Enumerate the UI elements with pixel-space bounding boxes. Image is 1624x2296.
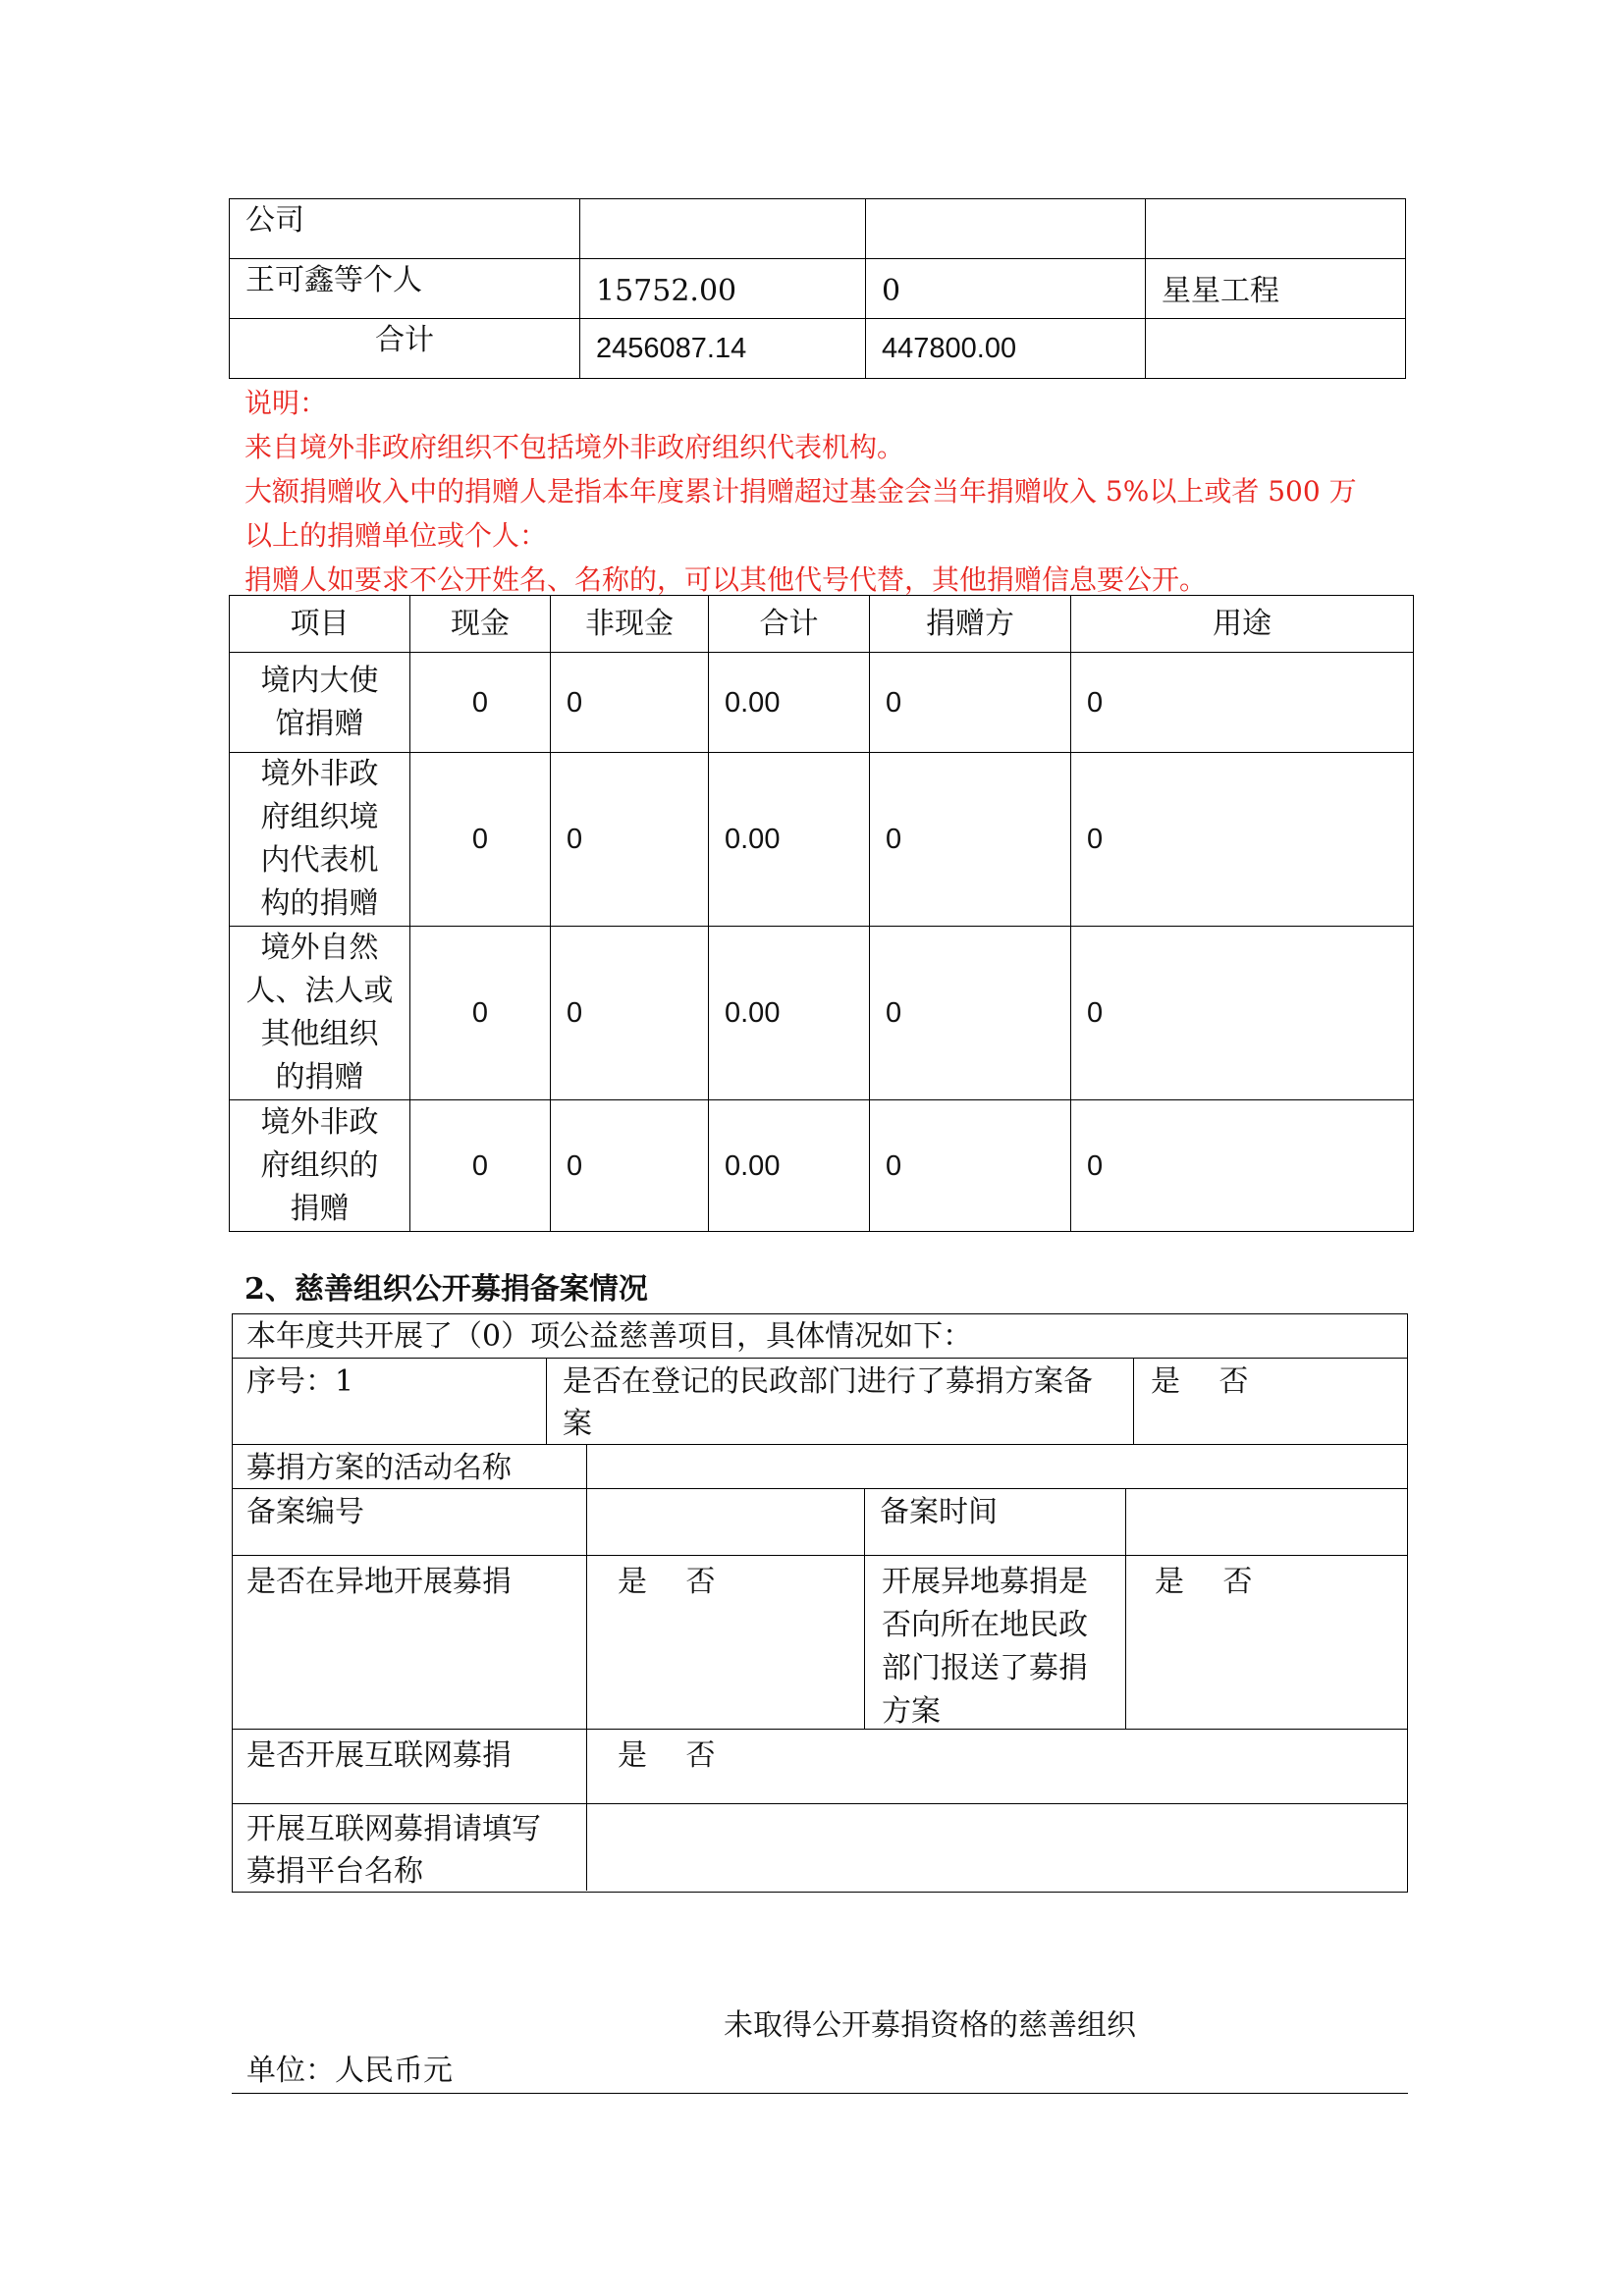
filing-intro: 本年度共开展了（0）项公益慈善项目，具体情况如下：: [246, 1319, 973, 1354]
use-cell: 0: [1071, 753, 1414, 927]
item-line: 其他组织: [260, 1017, 379, 1051]
item-cell: [230, 1100, 410, 1232]
cash-cell: 15752.00: [580, 259, 866, 319]
notes-block: [244, 381, 1423, 602]
cash-cell: 0: [410, 1100, 551, 1232]
noncash-cell: 0: [551, 927, 709, 1100]
yes-option[interactable]: 是: [1151, 1364, 1180, 1399]
platform-label-line: 募捐平台名称: [246, 1854, 423, 1889]
row-divider: [232, 1803, 1408, 1804]
internet-yes-no: [618, 1735, 716, 1778]
no-option[interactable]: 否: [1218, 1364, 1249, 1399]
platform-label: [246, 1808, 580, 1893]
item-line: 境外自然: [260, 931, 379, 965]
use-cell: 0: [1071, 653, 1414, 753]
donor-cell: 0: [870, 653, 1071, 753]
item-line: 府组织的: [260, 1148, 379, 1183]
total-purpose-cell: [1146, 319, 1406, 379]
item-line: 境外非政: [260, 1104, 379, 1140]
item-cell: [230, 753, 410, 927]
noncash-cell: 0: [551, 1100, 709, 1232]
item-line: 境内大使: [260, 663, 379, 698]
donor-cell: 0: [870, 927, 1071, 1100]
remote-report-line: 开展异地募捐是: [882, 1565, 1088, 1599]
noncash-cell: 0: [551, 753, 709, 927]
notes-line-2b: 以上的捐赠单位或个人：: [244, 519, 548, 552]
header-item: 项目: [230, 596, 410, 653]
col-divider: [546, 1358, 547, 1444]
cash-cell: 0: [410, 927, 551, 1100]
use-cell: 0: [1071, 1100, 1414, 1232]
no-option[interactable]: 否: [685, 1738, 716, 1773]
table-row: [230, 1100, 1414, 1232]
table-row: [230, 927, 1414, 1100]
notes-line-2a: 大额捐赠收入中的捐赠人是指本年度累计捐赠超过基金会当年捐赠收入 5%以上或者 500 万: [244, 475, 1357, 507]
item-line: 境外非政: [260, 757, 379, 791]
purpose-cell: 星星工程: [1146, 259, 1406, 319]
cash-cell: 0: [410, 653, 551, 753]
col-divider: [1125, 1488, 1126, 1729]
unqualified-orgs-title: [0, 2004, 1624, 2048]
remote-report-question: [882, 1561, 1117, 1734]
notes-title: 说明：: [244, 387, 328, 419]
donor-name-cell: 王可鑫等个人: [230, 259, 580, 319]
total-cell: 0.00: [709, 1100, 870, 1232]
header-noncash: 非现金: [551, 596, 709, 653]
use-cell: 0: [1071, 927, 1414, 1100]
section-2-heading: 2、慈善组织公开募捐备案情况: [244, 1272, 648, 1307]
table-row: [230, 199, 1406, 259]
total-cell: 0.00: [709, 753, 870, 927]
item-line: 捐赠: [290, 1191, 350, 1226]
yes-option[interactable]: 是: [1155, 1565, 1184, 1599]
foreign-donation-table: [229, 595, 1414, 1232]
total-cash-cell: 2456087.14: [580, 319, 866, 379]
noncash-cell: 0: [551, 653, 709, 753]
item-line: 人、法人或: [245, 974, 394, 1008]
table-row: [230, 753, 1414, 927]
item-line: 府组织境: [260, 800, 379, 834]
donor-name-cell: 公司: [230, 199, 580, 259]
header-cash: 现金: [410, 596, 551, 653]
noncash-cell: 0: [866, 259, 1146, 319]
filing-yes-no: [1151, 1361, 1249, 1404]
unit-label: 单位：人民币元: [246, 2054, 453, 2088]
plan-name-label: 募捐方案的活动名称: [246, 1451, 512, 1485]
total-cell: 0.00: [709, 653, 870, 753]
record-time-label: 备案时间: [880, 1495, 998, 1529]
table-header-row: [230, 596, 1414, 653]
header-total: 合计: [709, 596, 870, 653]
item-line: 内代表机: [260, 843, 379, 878]
notes-line-3: 捐赠人如要求不公开姓名、名称的，可以其他代号代替，其他捐赠信息要公开。: [244, 563, 1208, 596]
header-use: 用途: [1071, 596, 1414, 653]
unqualified-orgs-title-text: 未取得公开募捐资格的慈善组织: [724, 2008, 1136, 2043]
col-divider: [586, 1444, 587, 1891]
total-cell: 0.00: [709, 927, 870, 1100]
table-row: [230, 259, 1406, 319]
donor-cell: 0: [870, 753, 1071, 927]
unit-underline: [232, 2093, 1408, 2094]
row-divider: [232, 1555, 1408, 1556]
cash-cell: 0: [410, 753, 551, 927]
item-cell: [230, 653, 410, 753]
record-number-label: 备案编号: [246, 1495, 364, 1529]
header-donor: 捐赠方: [870, 596, 1071, 653]
donation-table-continued: [229, 198, 1406, 379]
remote-yes-no: [618, 1561, 716, 1604]
remote-report-yes-no: [1155, 1561, 1253, 1604]
noncash-cell: [866, 199, 1146, 259]
platform-label-line: 开展互联网募捐请填写: [246, 1812, 541, 1846]
cash-cell: [580, 199, 866, 259]
col-divider: [864, 1488, 865, 1729]
item-line: 的捐赠: [275, 1060, 364, 1095]
purpose-cell: [1146, 199, 1406, 259]
item-cell: [230, 927, 410, 1100]
filing-question-line: 是否在登记的民政部门进行了募捐方案备: [563, 1364, 1093, 1399]
table-total-row: [230, 319, 1406, 379]
serial-number: 序号：1: [246, 1364, 354, 1399]
total-noncash-cell: 447800.00: [866, 319, 1146, 379]
yes-option[interactable]: 是: [618, 1565, 647, 1599]
total-label-cell: 合计: [230, 319, 580, 379]
remote-fundraising-label: 是否在异地开展募捐: [246, 1565, 512, 1599]
col-divider: [1133, 1358, 1134, 1444]
table-row: [230, 653, 1414, 753]
remote-report-line: 方案: [882, 1694, 941, 1729]
remote-report-line: 部门报送了募捐: [882, 1651, 1088, 1685]
notes-line-1: 来自境外非政府组织不包括境外非政府组织代表机构。: [244, 431, 905, 463]
item-line: 馆捐赠: [275, 706, 364, 741]
donor-cell: 0: [870, 1100, 1071, 1232]
filing-question: [563, 1361, 1127, 1445]
remote-report-line: 否向所在地民政: [882, 1608, 1088, 1642]
yes-option[interactable]: 是: [618, 1738, 647, 1773]
internet-fundraising-label: 是否开展互联网募捐: [246, 1738, 512, 1773]
filing-question-line: 案: [563, 1407, 592, 1441]
item-line: 构的捐赠: [260, 886, 379, 921]
no-option[interactable]: 否: [685, 1565, 716, 1599]
row-divider: [232, 1729, 1408, 1730]
no-option[interactable]: 否: [1222, 1565, 1253, 1599]
